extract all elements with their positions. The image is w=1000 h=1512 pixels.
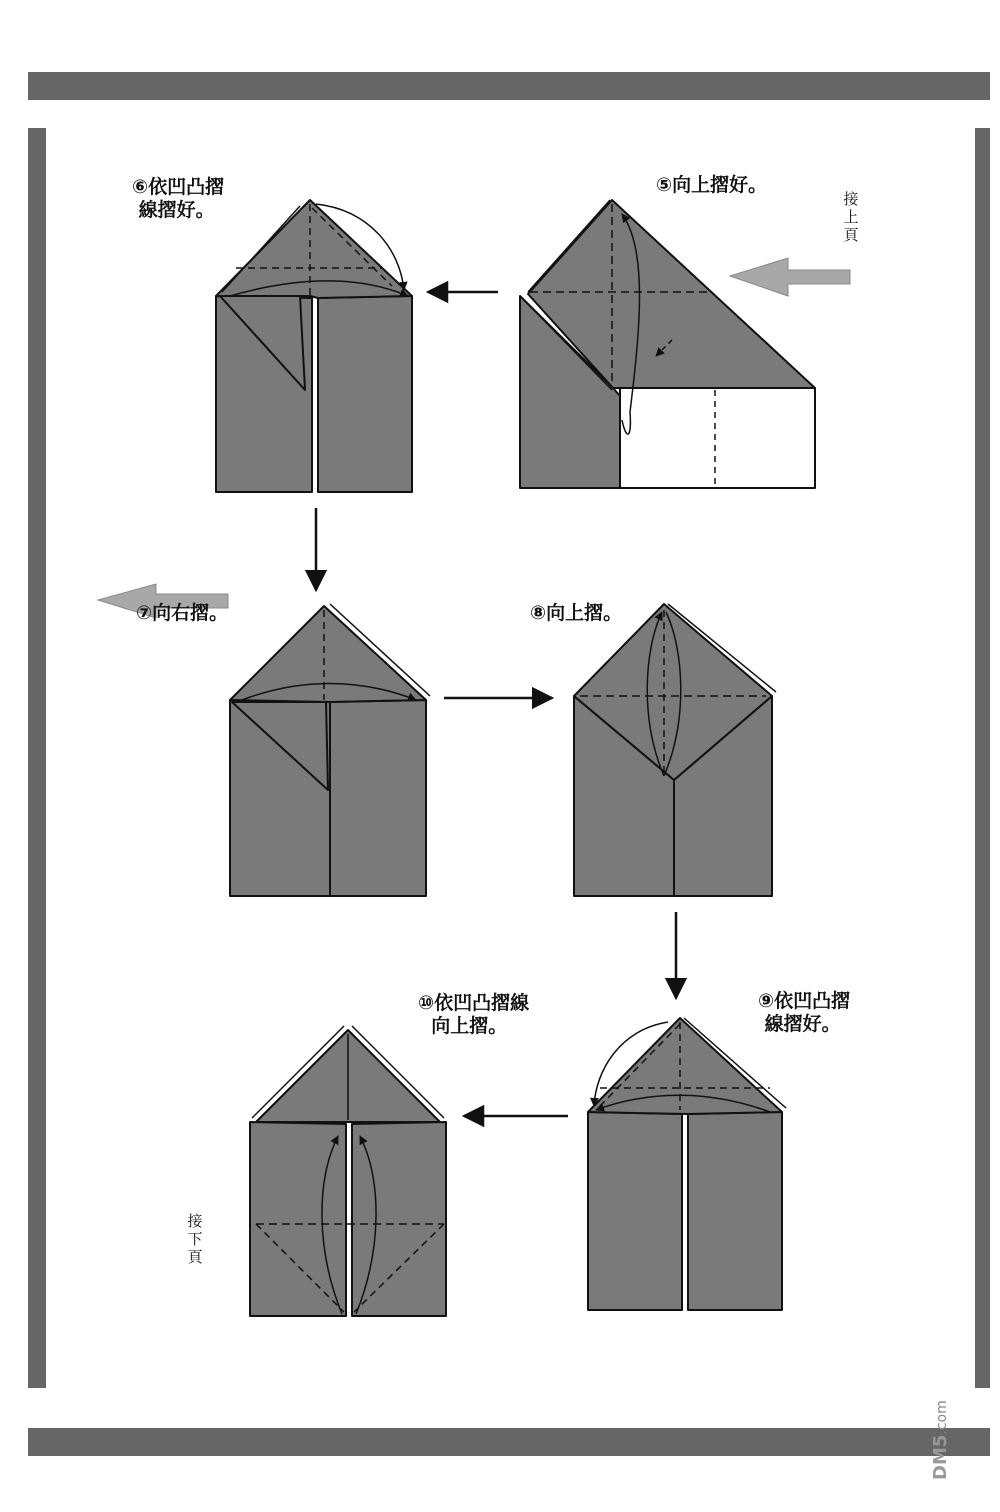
watermark-logo: [930, 1400, 951, 1480]
step8-label: ⑧向上摺。: [530, 602, 623, 624]
step7-figure: [230, 604, 430, 896]
step9-figure: [588, 1018, 786, 1310]
step6-label: ⑥依凹凸摺 線摺好。: [132, 176, 225, 221]
step6-figure: [216, 200, 412, 492]
continue-from-arrow: [730, 258, 850, 296]
continued-to-note: 接下頁: [187, 1212, 203, 1266]
step5-figure: [520, 200, 815, 488]
step5-label: ⑤向上摺好。: [656, 174, 768, 196]
step7-label: ⑦向右摺。: [136, 602, 229, 624]
step10-label: ⑩依凹凸摺線 向上摺。: [418, 992, 530, 1037]
step10-figure: [250, 1026, 446, 1316]
continued-from-note: 接上頁: [843, 190, 859, 244]
step8-figure: [574, 604, 776, 896]
watermark-logo-text: DM5: [930, 1434, 951, 1480]
watermark-domain: .com: [934, 1400, 950, 1435]
step9-label: ⑨依凹凸摺 線摺好。: [758, 990, 851, 1035]
